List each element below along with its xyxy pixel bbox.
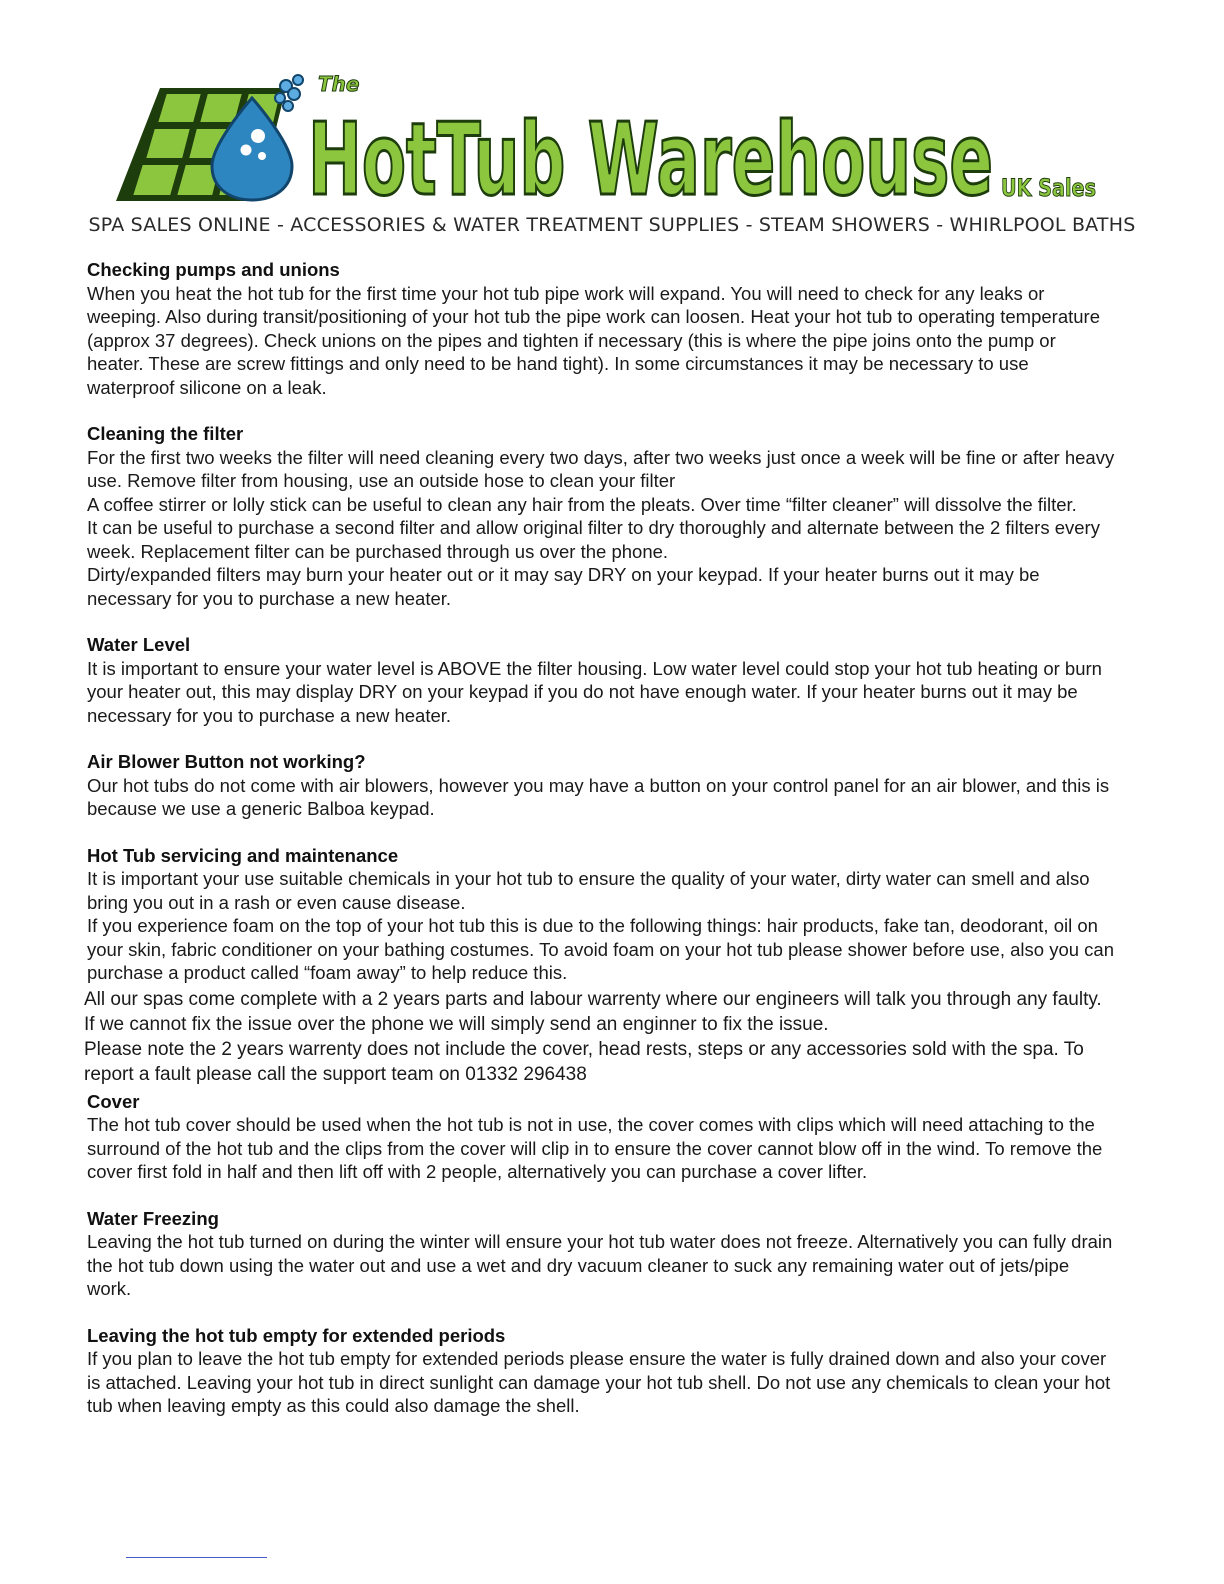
section-water-level bbox=[87, 633, 1117, 727]
section-paragraph: When you heat the hot tub for the first time your hot tub pipe work will expand. You will need to check for any leaks or weeping. Also during transit/positioning of your hot tub the pipe work can loosen. Heat your hot tub to operating temperature (approx 37 degrees). Check unions on the pipes and tighten if necessary (this is where the pipe joins onto the pump or heater. These are screw fittings and only need to be hand tight). In some circumstances it may be necessary to use waterproof silicone on a leak. bbox=[87, 282, 1100, 398]
section-air-blower bbox=[87, 750, 1117, 821]
tagline: SPA SALES ONLINE - ACCESSORIES & WATER TREATMENT SUPPLIES - STEAM SHOWERS - WHIRLPOOL BATHS bbox=[88, 214, 1136, 236]
section-paragraph: It is important your use suitable chemicals in your hot tub to ensure the quality of your water, dirty water can smell and also bring you out in a rash or even cause disease. bbox=[87, 868, 1090, 913]
hottub-warehouse-logo bbox=[108, 66, 1108, 211]
page-header bbox=[0, 0, 1224, 250]
section-heading: Water Freezing bbox=[87, 1207, 219, 1229]
section-cover bbox=[87, 1090, 1117, 1184]
logo-suffix-text: UK Sales bbox=[1001, 174, 1096, 202]
section-checking-pumps bbox=[87, 258, 1117, 399]
section-paragraph: Leaving the hot tub turned on during the winter will ensure your hot tub water does not freeze. Alternatively you can fully drain the hot tub down using the water out and use a wet and dry vacuum cleaner to suck any remaining water out of jets/pipe work. bbox=[87, 1231, 1113, 1299]
section-paragraph: The hot tub cover should be used when the hot tub is not in use, the cover comes with clips which will need attaching to the surround of the hot tub and the clips from the cover will clip in to ensure the cover cannot blow off in the wind. To remove the cover first fold in half and then lift off with 2 people, alternatively you can purchase a cover lifter. bbox=[87, 1114, 1103, 1182]
section-paragraph: It can be useful to purchase a second filter and allow original filter to dry thoroughly and alternate between the 2 filters every week. Replacement filter can be purchased through us over the phone. bbox=[87, 517, 1100, 562]
section-leaving-empty bbox=[87, 1324, 1117, 1418]
section-water-freezing bbox=[87, 1207, 1117, 1301]
section-heading: Cover bbox=[87, 1090, 140, 1112]
section-heading: Water Level bbox=[87, 634, 191, 655]
section-heading: Hot Tub servicing and maintenance bbox=[87, 844, 399, 866]
section-paragraph: If you experience foam on the top of your hot tub this is due to the following things: hair products, fake tan, deodorant, oil on your skin, fabric conditioner on your bathing costumes. To avoid foam on your hot tub please shower before use, also you can purchase a product called “foam away” to help reduce this. bbox=[87, 915, 1115, 983]
logo-small-text: The bbox=[318, 72, 360, 96]
section-paragraph: It is important to ensure your water level is ABOVE the filter housing. Low water level could stop your hot tub heating or burn your heater out, this may display DRY on your keypad if you do not have enough water. If your heater burns out it may be necessary for you to purchase a new heater. bbox=[87, 657, 1102, 726]
section-warranty bbox=[84, 987, 1117, 1087]
section-paragraph: Dirty/expanded filters may burn your heater out or it may say DRY on your keypad. If your heater burns out it may be necessary for you to purchase a new heater. bbox=[87, 564, 1040, 609]
logo-main-text: HotTub Warehouse bbox=[308, 101, 993, 211]
document-body bbox=[84, 258, 1117, 1441]
section-heading: Cleaning the filter bbox=[87, 423, 244, 444]
section-servicing bbox=[87, 844, 1117, 985]
section-paragraph: A coffee stirrer or lolly stick can be useful to clean any hair from the pleats. Over time “filter cleaner” will dissolve the filter. bbox=[87, 493, 1077, 515]
section-paragraph: All our spas come complete with a 2 years parts and labour warrenty where our engineers will talk you through any faulty. If we cannot fix the issue over the phone we will simply send an enginner to fix the issue. bbox=[84, 988, 1102, 1035]
section-paragraph: For the first two weeks the filter will need cleaning every two days, after two weeks just once a week will be fine or after heavy use. Remove filter from housing, use an outside hose to clean your filter bbox=[87, 446, 1115, 491]
section-cleaning-filter bbox=[87, 422, 1117, 610]
section-heading: Checking pumps and unions bbox=[87, 259, 340, 280]
section-heading: Air Blower Button not working? bbox=[87, 751, 366, 772]
section-heading: Leaving the hot tub empty for extended periods bbox=[87, 1324, 506, 1346]
section-paragraph: Please note the 2 years warrenty does not include the cover, head rests, steps or any accessories sold with the spa. To report a fault please call the support team on 01332 296438 bbox=[84, 1038, 1084, 1085]
footer-rule bbox=[126, 1557, 267, 1558]
section-paragraph: If you plan to leave the hot tub empty for extended periods please ensure the water is fully drained down and also your cover is attached. Leaving your hot tub in direct sunlight can damage your hot tub shell. Do not use any chemicals to clean your hot tub when leaving empty as this could also damage the shell. bbox=[87, 1348, 1111, 1416]
section-paragraph: Our hot tubs do not come with air blowers, however you may have a button on your control panel for an air blower, and this is because we use a generic Balboa keypad. bbox=[87, 774, 1110, 819]
